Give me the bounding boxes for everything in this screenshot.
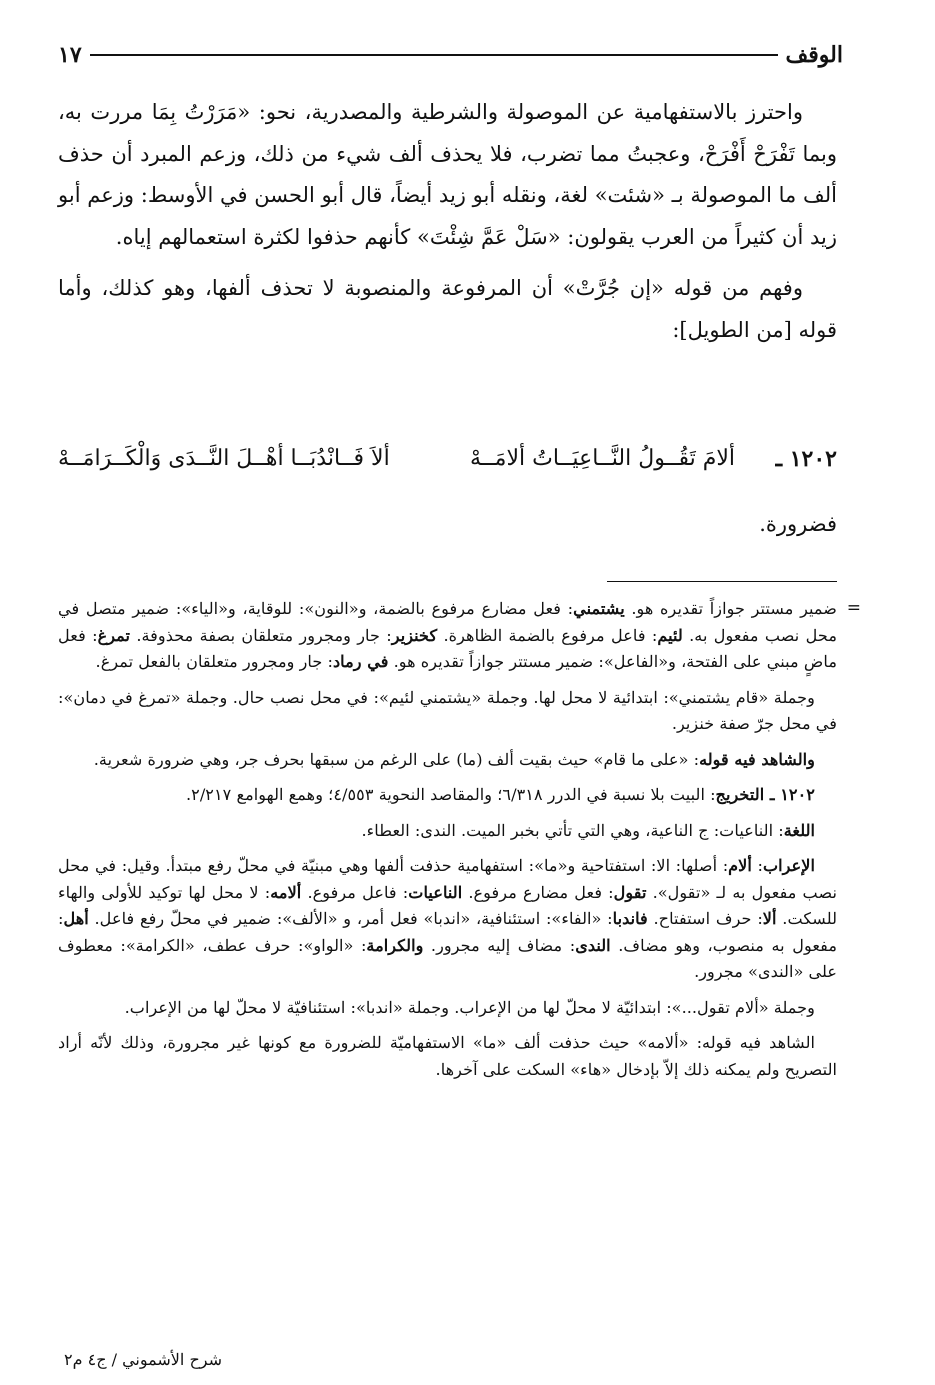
main-text <box>58 92 837 351</box>
verse-conclusion: فضرورة. <box>759 512 837 536</box>
verse-first-hemistich: ألامَ تَقُــولُ النَّــاعِيَــاتُ ألامَــهْ <box>470 446 735 471</box>
page-footer-signature: شرح الأشموني / ج٤ م٢ <box>64 1350 223 1369</box>
footnote-paragraph: ١٢٠٢ ـ التخريج: البيت بلا نسبة في الدرر ٦/٣١٨؛ والمقاصد النحوية ٤/٥٥٣؛ وهمع الهوامع ٢/٢١٧. <box>185 785 815 804</box>
footnote-paragraph: الإعراب: ألام: أصلها: الا: استفتاحية و«ما»: استفهامية حذفت ألفها وهي مبنيّة في محلّ رفع مبتدأ. وقيل: في محل نصب مفعول به لـ «تقول». تقول: فعل مضارع مرفوع. الناعيات: فاعل مرفوع. ألامه: لا محل لها توكيد للأولى والهاء للسكت. ألا: حرف استفتاح. فاندبا: «الفاء»: استئنافية، «اندبا» فعل أمر، و «الألف»: ضمير في محلّ رفع فاعل. أهل: مفعول به منصوب، وهو مضاف. الندى: مضاف إليه مجرور. والكرامة: «الواو»: حرف عطف، «الكرامة»: معطوف على «الندى» مجرور. <box>58 856 838 981</box>
footnote-paragraph: اللغة: الناعيات: ج الناعية، وهي التي تأتي بخبر الميت. الندى: العطاء. <box>361 820 815 840</box>
footnote-paragraph: وجملة «ألام تقول...»: ابتدائيّة لا محلّ لها من الإعراب. وجملة «اندبا»: استئنافيّة لا محلّ لها من الإعراب. <box>124 997 815 1017</box>
footnote-separator <box>607 581 837 582</box>
header-rule <box>90 54 778 56</box>
running-header <box>58 38 843 72</box>
page-number: ١٧ <box>58 42 82 68</box>
verse-second-hemistich: ألاَ فَــانْدُبَــا أهْــلَ النَّــدَى وَالْكَــرَامَــهْ <box>58 446 390 471</box>
footnote-continuation-mark: = <box>846 598 861 618</box>
footnote-paragraph: وجملة «قام يشتمني»: ابتدائية لا محل لها. وجملة «يشتمني لئيم»: في محل نصب حال. وجملة «تمرغ في دمان»: في محل جرّ صفة خنزير. <box>58 687 837 733</box>
footnote-paragraph: والشاهد فيه قوله: «على ما قام» حيث بقيت ألف (ما) على الرغم من سبقها بحرف جر، وهي ضرورة شعرية. <box>93 749 815 769</box>
footnote-paragraph: ضمير مستتر جوازاً تقديره هو. يشتمني: فعل مضارع مرفوع بالضمة، و«النون»: للوقاية، و«الياء»: ضمير متصل في محل نصب مفعول به. لئيم: فاعل مرفوع بالضمة الظاهرة. كخنزير: جار ومجرور متعلقان بصفة محذوفة. تمرغ: فعل ماضٍ مبني على الفتحة، و«الفاعل»: ضمير مستتر جوازاً تقديره هو. في رماد: جار ومجرور متعلقان بالفعل تمرغ. <box>58 599 837 671</box>
footnote-paragraph: الشاهد فيه قوله: «ألامه» حيث حذفت ألف «ما» الاستفهاميّة للضرورة مع كونها غير مجرورة، وذلك لأنّه أراد التصريح ولم يمكنه ذلك إلاّ بإدخال «هاء» السكت على آخرها. <box>58 1033 837 1079</box>
main-paragraph: وفهم من قوله «إن جُرَّتْ» أن المرفوعة والمنصوبة لا تحذف ألفها، وهو كذلك، وأما قوله [من الطويل]: <box>58 276 837 342</box>
poetry-verse <box>58 446 837 486</box>
main-paragraph: واحترز بالاستفهامية عن الموصولة والشرطية والمصدرية، نحو: «مَرَرْتُ بِمَا مررت به، وبما تَفْرَحْ أَفْرَحْ، وعجبتُ مما تضرب، فلا يحذف ألف شيء من ذلك، وزعم المبرد أن حذف ألف ما الموصولة بـ «شئت» لغة، ونقله أبو زيد أيضاً، قال أبو الحسن في الأوسط: وزعم أبو زيد أن كثيراً من العرب يقولون: «سَلْ عَمَّ شِئْتَ» كأنهم حذفوا لكثرة استعمالهم إياه. <box>58 100 837 249</box>
verse-number: ١٢٠٢ ـ <box>775 446 837 472</box>
footnotes <box>58 596 837 1092</box>
chapter-title: الوقف <box>785 42 843 68</box>
